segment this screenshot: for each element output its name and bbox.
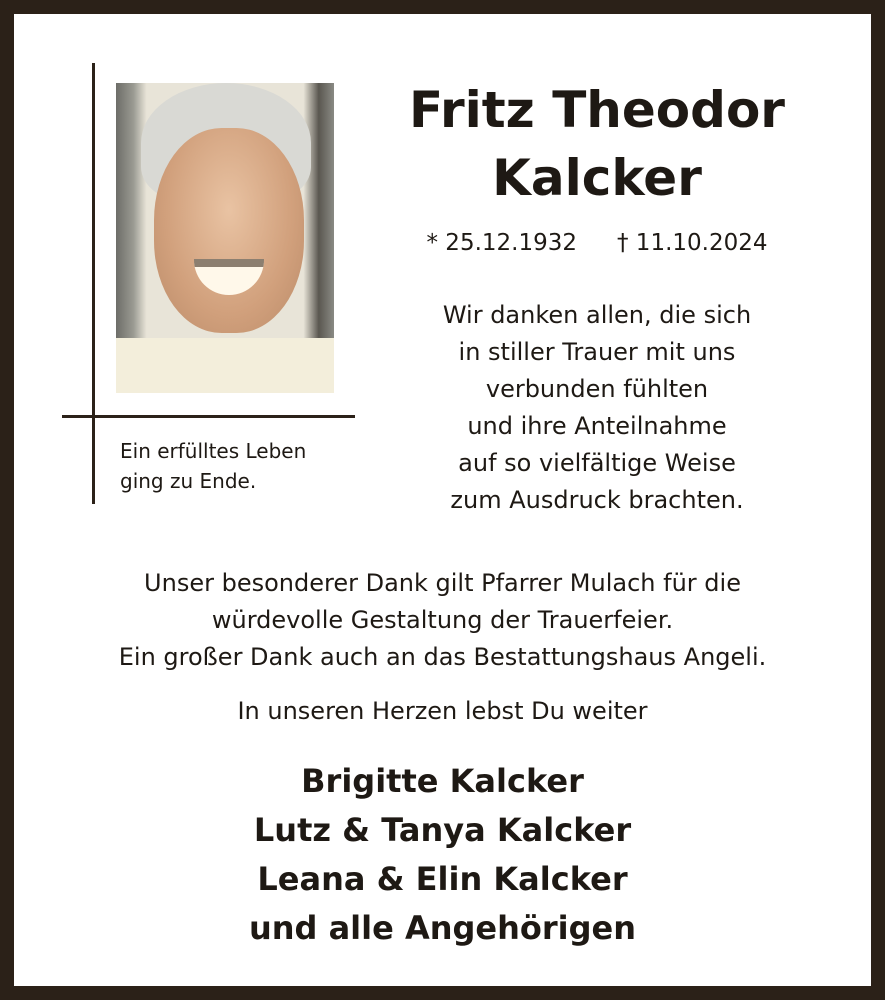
special-thanks-line: Unser besonderer Dank gilt Pfarrer Mulach für die <box>144 569 741 597</box>
special-thanks <box>14 565 871 676</box>
family-member: und alle Angehörigen <box>248 909 637 947</box>
surname: Kalcker <box>492 149 702 207</box>
death-date: † 11.10.2024 <box>617 230 768 256</box>
thanks-line: Wir danken allen, die sich <box>442 301 752 329</box>
caption-line: ging zu Ende. <box>120 469 257 493</box>
cross-vertical-line <box>92 63 95 504</box>
caption <box>120 436 306 496</box>
thanks-line: verbunden fühlten <box>485 375 709 403</box>
closing-line: In unseren Herzen lebst Du weiter <box>237 697 648 725</box>
special-thanks-line: Ein großer Dank auch an das Bestattungshaus Angeli. <box>118 643 767 671</box>
thanks-text <box>374 297 820 519</box>
first-names: Fritz Theodor <box>409 81 785 139</box>
thanks-line: und ihre Anteilnahme <box>467 412 727 440</box>
thanks-line: auf so vielfältige Weise <box>458 449 736 477</box>
cross-horizontal-line <box>62 415 355 418</box>
family-member: Lutz & Tanya Kalcker <box>253 811 632 849</box>
deceased-name <box>374 76 820 212</box>
family-member: Leana & Elin Kalcker <box>257 860 628 898</box>
thanks-line: in stiller Trauer mit uns <box>458 338 736 366</box>
caption-line: Ein erfülltes Leben <box>120 439 307 463</box>
thanks-line: zum Ausdruck brachten. <box>450 486 744 514</box>
obituary-card <box>14 14 871 986</box>
dates <box>374 230 820 256</box>
family-member: Brigitte Kalcker <box>301 762 584 800</box>
family-signatures <box>14 757 871 953</box>
special-thanks-line: würdevolle Gestaltung der Trauerfeier. <box>211 606 674 634</box>
portrait-photo <box>116 83 334 393</box>
birth-date: * 25.12.1932 <box>426 230 577 256</box>
